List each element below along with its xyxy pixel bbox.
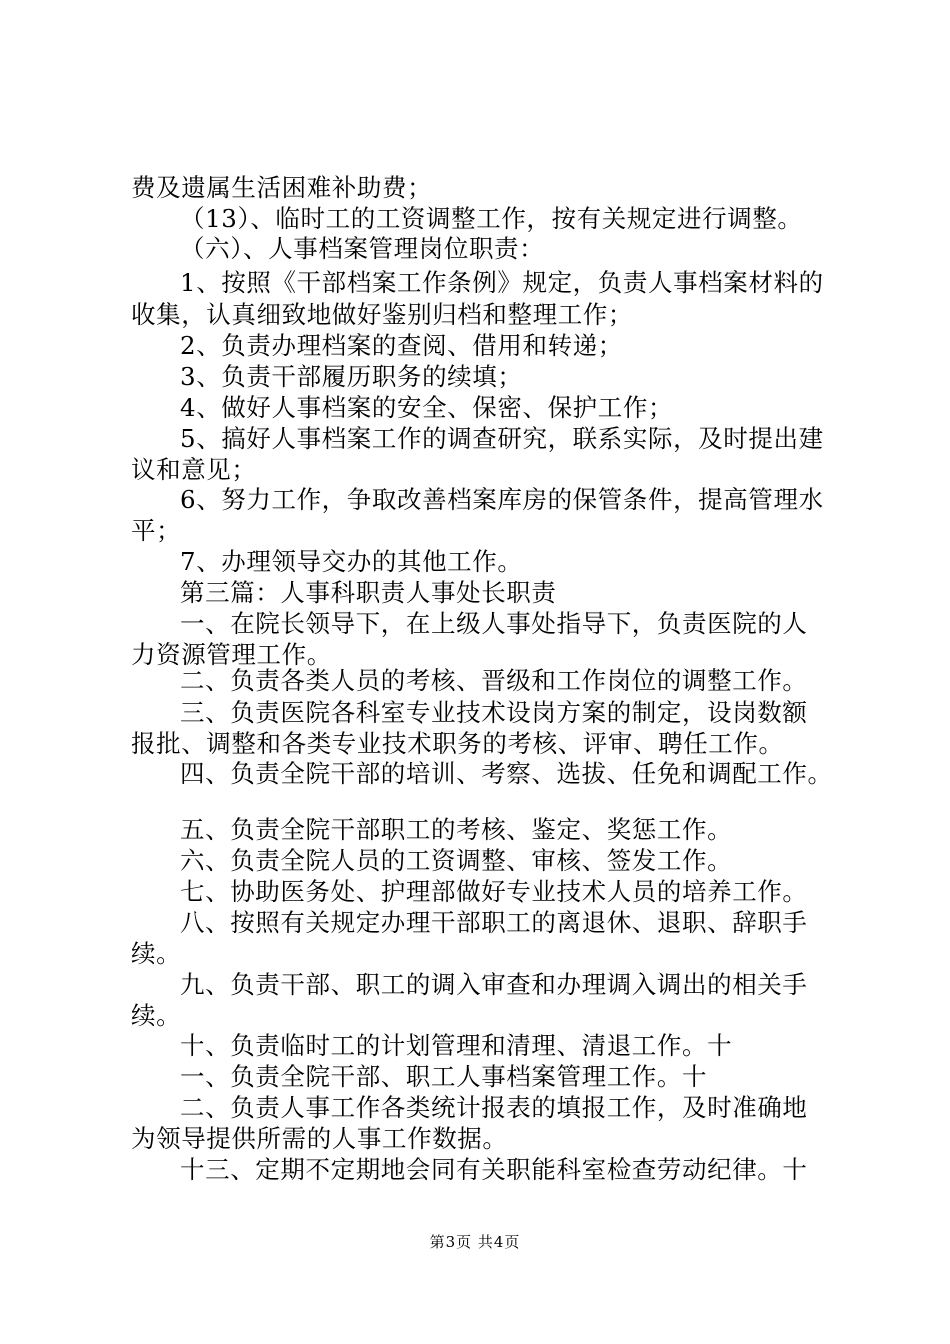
text-line: 为领导提供所需的人事工作数据。 (131, 1124, 508, 1153)
text-line: 十三、定期不定期地会同有关职能科室检查劳动纪律。十 (180, 1155, 808, 1184)
text-line: 3、负责干部履历职务的续填； (180, 362, 523, 391)
text-line: 5、搞好人事档案工作的调查研究，联系实际，及时提出建 (180, 424, 824, 453)
text-line: 六、负责全院人员的工资调整、审核、签发工作。 (180, 846, 733, 875)
text-line: 续。 (131, 1001, 182, 1030)
text-line: 7、办理领导交办的其他工作。 (180, 547, 523, 576)
text-line: （六）、人事档案管理岗位职责： (180, 234, 545, 263)
page-footer: 第3页 共4页 (429, 1233, 521, 1251)
section-heading: 第三篇：人事科职责人事处长职责 (180, 578, 557, 607)
text-line: 八、按照有关规定办理干部职工的离退休、退职、辞职手 (180, 908, 808, 937)
text-line: 七、协助医务处、护理部做好专业技术人员的培养工作。 (180, 877, 808, 906)
text-line: 报批、调整和各类专业技术职务的考核、评审、聘任工作。 (131, 729, 784, 758)
text-line: 一、在院长领导下，在上级人事处指导下，负责医院的人 (180, 609, 808, 638)
text-line: 议和意见； (131, 455, 257, 484)
text-line: 十、负责临时工的计划管理和清理、清退工作。十 (180, 1031, 733, 1060)
text-line: 五、负责全院干部职工的考核、鉴定、奖惩工作。 (180, 815, 733, 844)
text-line: 6、努力工作，争取改善档案库房的保管条件，提高管理水 (180, 485, 824, 514)
text-line: 平； (131, 516, 182, 545)
text-line: 二、负责各类人员的考核、晋级和工作岗位的调整工作。 (180, 666, 808, 695)
text-line: 2、负责办理档案的查阅、借用和转递； (180, 331, 623, 360)
text-line: 四、负责全院干部的培训、考察、选拔、任免和调配工作。 (180, 759, 833, 788)
text-line: 九、负责干部、职工的调入审查和办理调入调出的相关手 (180, 970, 808, 999)
text-line: 4、做好人事档案的安全、保密、保护工作； (180, 393, 674, 422)
text-line: 一、负责全院干部、职工人事档案管理工作。十 (180, 1062, 708, 1091)
text-line: （13）、临时工的工资调整工作，按有关规定进行调整。 (180, 204, 803, 233)
text-line: 1、按照《干部档案工作条例》规定，负责人事档案材料的 (180, 268, 824, 297)
text-line: 收集，认真细致地做好鉴别归档和整理工作； (131, 300, 633, 329)
text-line: 二、负责人事工作各类统计报表的填报工作，及时准确地 (180, 1093, 808, 1122)
text-line: 力资源管理工作。 (131, 640, 332, 669)
text-line: 费及遗属生活困难补助费； (131, 173, 433, 202)
text-line: 续。 (131, 939, 182, 968)
text-line: 三、负责医院各科室专业技术设岗方案的制定，设岗数额 (180, 698, 808, 727)
